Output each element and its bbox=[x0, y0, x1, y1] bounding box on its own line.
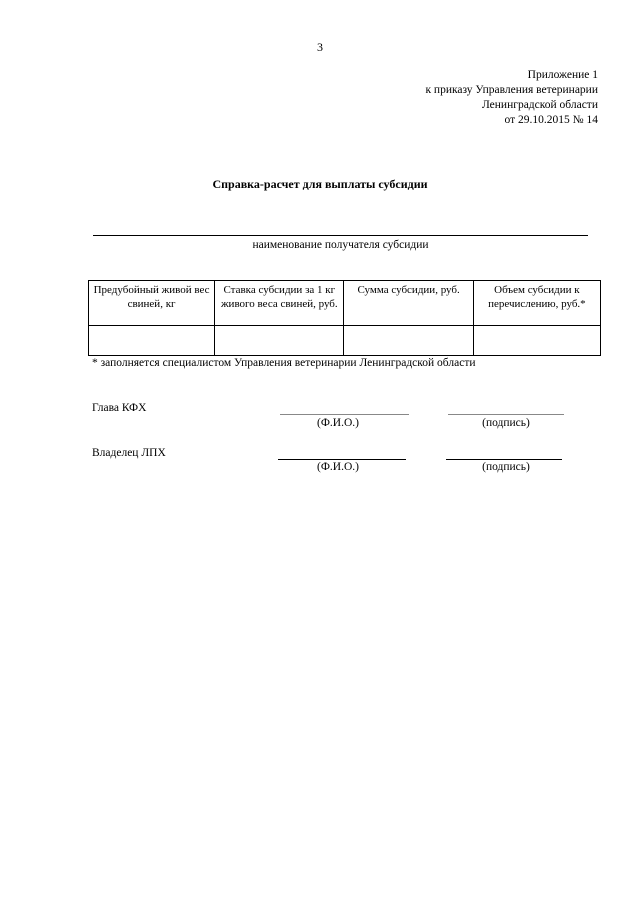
signature-caption: (подпись) bbox=[482, 461, 530, 473]
recipient-name-field[interactable] bbox=[93, 235, 588, 236]
table-cell[interactable] bbox=[89, 326, 215, 356]
fio-field-lph[interactable] bbox=[278, 459, 406, 460]
signature-field-lph[interactable] bbox=[446, 459, 562, 460]
appendix-line: Приложение 1 bbox=[527, 69, 598, 81]
fio-field-kfh[interactable] bbox=[280, 414, 409, 415]
signature-field-kfh[interactable] bbox=[448, 414, 564, 415]
fio-caption: (Ф.И.О.) bbox=[317, 461, 359, 473]
document-title: Справка-расчет для выплаты субсидии bbox=[212, 177, 428, 191]
signature-label-kfh: Глава КФХ bbox=[92, 402, 147, 414]
recipient-caption: наименование получателя субсидии bbox=[252, 239, 429, 251]
signature-caption: (подпись) bbox=[482, 417, 530, 429]
header-subsidy-rate: Ставка субсидии за 1 кг живого веса свиней, руб. bbox=[215, 281, 344, 326]
table-header-row bbox=[89, 281, 601, 326]
table-row bbox=[89, 326, 601, 356]
appendix-header bbox=[425, 68, 598, 128]
header-live-weight: Предубойный живой вес свиней, кг bbox=[89, 281, 215, 326]
footnote: * заполняется специалистом Управления ветеринарии Ленинградской области bbox=[92, 357, 476, 369]
signature-label-lph: Владелец ЛПХ bbox=[92, 447, 166, 459]
subsidy-table bbox=[88, 280, 601, 356]
table-cell[interactable] bbox=[215, 326, 344, 356]
header-subsidy-amount: Сумма субсидии, руб. bbox=[344, 281, 473, 326]
appendix-line: Ленинградской области bbox=[481, 99, 598, 111]
appendix-line: от 29.10.2015 № 14 bbox=[504, 114, 598, 126]
header-transfer-volume: Объем субсидии к перечислению, руб.* bbox=[473, 281, 600, 326]
table-cell[interactable] bbox=[344, 326, 473, 356]
appendix-line: к приказу Управления ветеринарии bbox=[425, 84, 598, 96]
fio-caption: (Ф.И.О.) bbox=[317, 417, 359, 429]
page-number: 3 bbox=[317, 40, 323, 54]
table-cell[interactable] bbox=[473, 326, 600, 356]
